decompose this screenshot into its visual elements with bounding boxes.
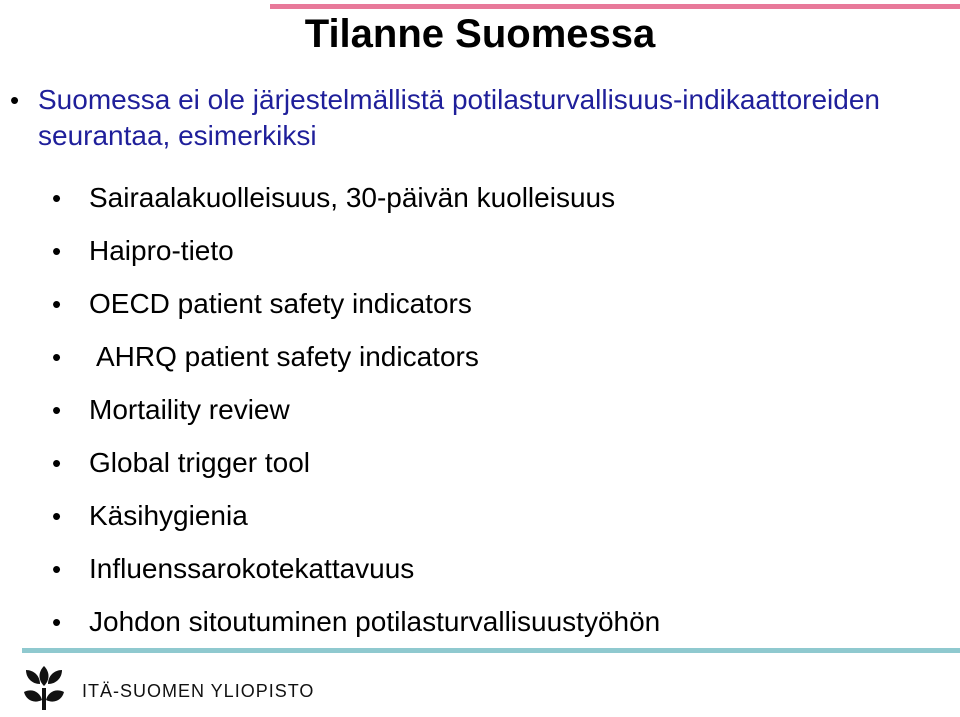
list-item-text: AHRQ patient safety indicators — [96, 341, 479, 372]
list-item-text: Global trigger tool — [89, 447, 311, 478]
bullet-dot-icon: • — [52, 236, 62, 266]
list-item-text: Käsihygienia — [89, 500, 248, 531]
university-name: ITÄ-SUOMEN YLIOPISTO — [82, 681, 315, 701]
list-item-text: Johdon sitoutuminen potilasturvallisuustyöhön — [89, 606, 661, 637]
slide-title: Tilanne Suomessa — [304, 12, 656, 56]
list-item-text: Sairaalakuolleisuus, 30-päivän kuolleisuus — [89, 182, 616, 213]
bullet-dot-icon: • — [52, 607, 62, 637]
intro-text: Suomessa ei ole järjestelmällistä potilasturvallisuus-indikaattoreiden seurantaa, esimerkiksi — [38, 84, 880, 151]
bullet-dot-icon: • — [52, 183, 62, 213]
bullet-dot-icon: • — [52, 395, 62, 425]
bullet-dot-icon: • — [52, 501, 62, 531]
bullet-dot-icon: • — [10, 85, 20, 115]
footer-divider — [22, 648, 960, 653]
bullet-dot-icon: • — [52, 289, 62, 319]
list-item-text: Influenssarokotekattavuus — [89, 553, 415, 584]
bullet-dot-icon: • — [52, 448, 62, 478]
bullet-dot-icon: • — [52, 554, 62, 584]
leaf-logo-icon — [22, 664, 74, 712]
list-item-text: OECD patient safety indicators — [89, 288, 472, 319]
list-item-text: Haipro-tieto — [89, 235, 234, 266]
list-item-text: Mortaility review — [89, 394, 290, 425]
bullet-dot-icon: • — [52, 342, 62, 372]
